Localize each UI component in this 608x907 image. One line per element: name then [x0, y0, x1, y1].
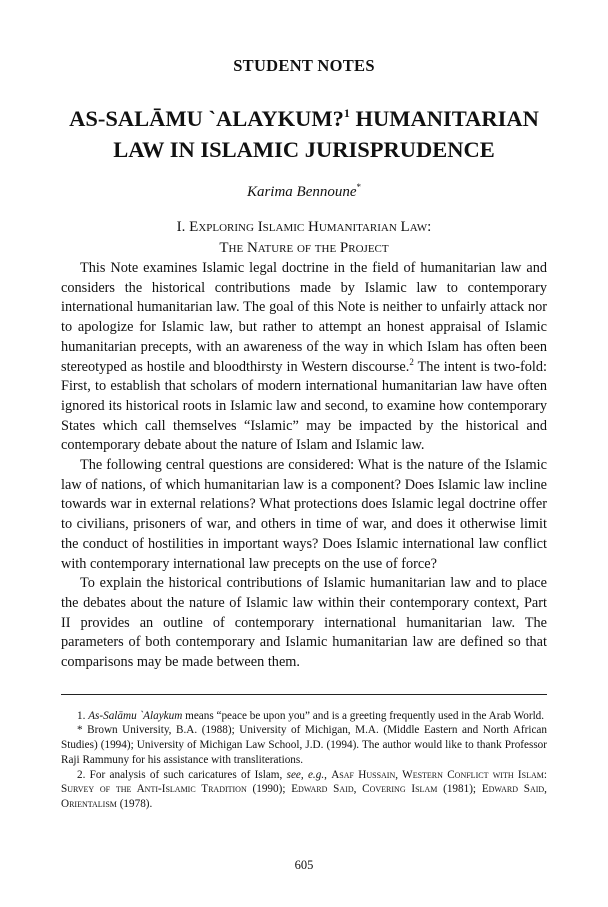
paragraph-1-text-b: The intent is two-fold: First, to establish that scholars of modern international humanitarian law have often ignored its historical roots in Islamic law and second, to examine how contemporary States which call themselves “Islamic” may be impacted by the historical and contemporary debate about the nature of Islam and Islamic law. [61, 358, 547, 454]
author-footnote-marker: * [356, 182, 362, 192]
footnote-1-text: means “peace be upon you” and is a greeting frequently used in the Arab World. [182, 709, 545, 722]
title-text-part2: HUMANITARIAN LAW IN ISLAMIC JURISPRUDENCE [113, 106, 539, 162]
footnote-author-mark: * [77, 724, 83, 737]
paragraph-1 [61, 259, 547, 456]
footnotes [61, 709, 547, 812]
footnote-author-text: Brown University, B.A. (1988); University of Michigan, M.A. (Middle Eastern and North African Studies) (1994); University of Michigan Law School, J.D. (1994). The author would like to thank Professor Raji Rammuny for his assistance with transliterations. [61, 724, 547, 766]
section-heading-line1: I. Exploring Islamic Humanitarian Law: [176, 219, 432, 235]
footnote-2-signal: see, e.g. [286, 768, 325, 781]
article-title [55, 98, 553, 165]
footnote-2-citation-1: Asaf Hussain, Western Conflict with Islam: Survey of the Anti-Islamic Tradition [61, 768, 547, 796]
footnote-ref-2: 2 [409, 356, 414, 367]
page-number: 605 [294, 858, 314, 872]
body-text [61, 259, 547, 673]
paragraph-2: The following central questions are considered: What is the nature of the Islamic law of nations, of which humanitarian law is a component? Does Islamic law incline towards war in external relations? What protections does Islamic legal doctrine offer to civilians, prisoners of war, and others in time of war, and does it otherwise limit the conduct of hostilities in important ways? Does Islamic international law conflict with contemporary international law precepts on the use of force? [61, 457, 547, 572]
footnote-2 [61, 768, 547, 812]
section-heading [61, 217, 547, 259]
footnote-2-year-2: (1981); [437, 783, 482, 796]
article-page [61, 56, 547, 812]
section-heading-line2: The Nature of the Project [219, 240, 389, 256]
footnote-2-text-a: For analysis of such caricatures of Islam, [85, 768, 287, 781]
author-byline [61, 182, 547, 201]
footnote-2-comma: , [324, 768, 332, 781]
footnote-2-year-1: (1990); [246, 783, 292, 796]
footnote-1-term: As-Salāmu `Alaykum [88, 709, 183, 722]
section-kicker: STUDENT NOTES [233, 56, 375, 75]
footnote-author [61, 723, 547, 767]
footnote-2-citation-3: Edward Said, Orientalism [61, 783, 547, 810]
footnote-divider [61, 694, 547, 695]
paragraph-3: To explain the historical contributions of Islamic humanitarian law and to place the debates about the nature of Islamic law within their contemporary context, Part II provides an outline of contemporary international humanitarian law. The parameters of both contemporary and Islamic humanitarian law are defined so that comparisons may be made between them. [61, 575, 547, 671]
footnote-2-citation-2: Edward Said, Covering Islam [291, 783, 438, 796]
paragraph-1-text-a: This Note examines Islamic legal doctrine in the field of humanitarian law and considers the historical contributions made by Islamic law to contemporary international humanitarian law. The goal of this Note is neither to unfairly attack nor to apologize for Islamic law, but rather to attempt an honest appraisal of Islamic humanitarian precepts, with an awareness of the way in which Islam has often been stereotyped as hostile and bloodthirsty in Western discourse. [61, 260, 547, 375]
footnote-1-number: 1. [77, 709, 86, 722]
author-name: Karima Bennoune [246, 184, 357, 200]
title-text-part1: AS-SALĀMU `ALAYKUM? [69, 106, 344, 131]
footnote-1 [61, 709, 547, 724]
footnote-2-year-3: (1978). [116, 797, 153, 810]
footnote-2-number: 2. [77, 768, 86, 781]
title-footnote-marker: 1 [343, 106, 350, 120]
